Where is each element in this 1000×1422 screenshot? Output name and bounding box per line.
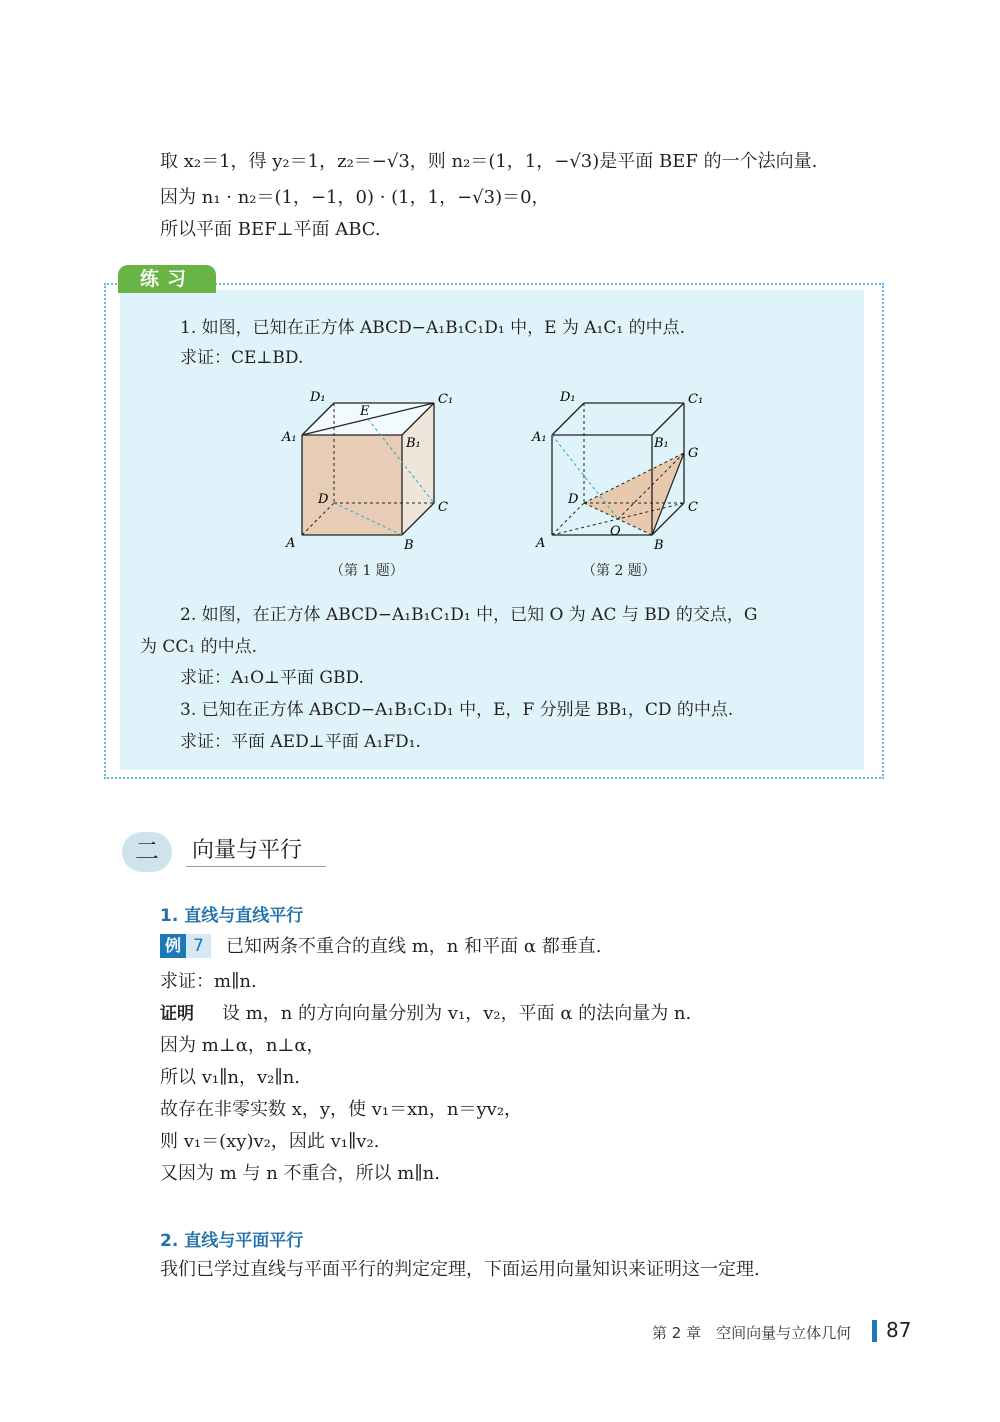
figure-2-caption: （第 2 题）	[582, 563, 656, 579]
label-B1: B₁	[654, 436, 669, 451]
exercise-q3-line2: 求证：平面 AED⊥平面 A₁FD₁.	[180, 732, 421, 752]
footer-divider	[872, 1320, 877, 1342]
label-A: A	[286, 536, 296, 551]
chapter-footer: 第 2 章 空间向量与立体几何	[652, 1324, 852, 1342]
exercise-q1-line1: 1. 如图，已知在正方体 ABCD−A₁B₁C₁D₁ 中，E 为 A₁C₁ 的中点.	[180, 318, 686, 338]
label-D: D	[318, 492, 329, 507]
section-title: 向量与平行	[192, 838, 303, 863]
page-number: 87	[886, 1318, 912, 1342]
text-line-3: 所以平面 BEF⊥平面 ABC.	[160, 219, 381, 240]
proof-line-3: 所以 v₁∥n，v₂∥n.	[160, 1067, 301, 1088]
figure-1-caption: （第 1 题）	[330, 563, 404, 579]
example-badge	[160, 934, 211, 958]
example-number: 7	[186, 934, 211, 958]
exercise-q1-line2: 求证：CE⊥BD.	[180, 348, 304, 368]
label-C1: C₁	[438, 392, 454, 407]
label-C1: C₁	[688, 392, 704, 407]
example-prove: 求证：m∥n.	[160, 971, 257, 992]
proof-line-4: 故存在非零实数 x，y，使 v₁＝xn，n＝yv₂，	[160, 1099, 523, 1120]
label-D1: D₁	[310, 390, 326, 405]
subsection-2-heading: 2. 直线与平面平行	[160, 1231, 304, 1251]
subsection-1-heading: 1. 直线与直线平行	[160, 906, 304, 926]
label-A1: A₁	[532, 430, 547, 445]
proof-label: 证明	[160, 1004, 194, 1024]
exercise-tab: 练习	[118, 265, 216, 293]
label-C: C	[438, 500, 448, 515]
example-label: 例	[160, 934, 186, 958]
label-D1: D₁	[560, 390, 576, 405]
exercise-q3-line1: 3. 已知在正方体 ABCD−A₁B₁C₁D₁ 中，E，F 分别是 BB₁，CD 的中点.	[180, 700, 734, 720]
cube-figure-2	[530, 385, 720, 555]
label-O: O	[610, 524, 621, 539]
label-E: E	[360, 404, 370, 419]
label-B1: B₁	[406, 436, 421, 451]
label-G: G	[688, 446, 699, 461]
proof-line-6: 又因为 m 与 n 不重合，所以 m∥n.	[160, 1163, 440, 1184]
example-statement: 已知两条不重合的直线 m，n 和平面 α 都垂直.	[226, 936, 602, 957]
text-line-1: 取 x₂＝1，得 y₂＝1，z₂＝−√3，则 n₂＝(1，1，−√3)是平面 BEF 的一个法向量.	[160, 151, 818, 172]
section-rule	[186, 866, 326, 867]
label-B: B	[404, 538, 414, 553]
exercise-q2-line2: 为 CC₁ 的中点.	[140, 637, 258, 657]
cube-figure-1	[280, 385, 460, 555]
proof-line-1: 设 m，n 的方向向量分别为 v₁，v₂，平面 α 的法向量为 n.	[222, 1003, 692, 1024]
exercise-q2-line1: 2. 如图，在正方体 ABCD−A₁B₁C₁D₁ 中，已知 O 为 AC 与 BD 的交点，G	[180, 605, 758, 625]
label-A: A	[536, 536, 546, 551]
text-line-2: 因为 n₁ · n₂＝(1，−1，0) · (1，1，−√3)＝0，	[160, 187, 550, 208]
label-B: B	[654, 538, 664, 553]
section-number: 二	[122, 832, 172, 872]
label-A1: A₁	[282, 430, 297, 445]
label-D: D	[568, 492, 579, 507]
label-C: C	[688, 500, 698, 515]
exercise-q2-line3: 求证：A₁O⊥平面 GBD.	[180, 668, 364, 688]
proof-line-5: 则 v₁＝(xy)v₂，因此 v₁∥v₂.	[160, 1131, 380, 1152]
proof-line-2: 因为 m⊥α，n⊥α，	[160, 1035, 325, 1056]
subsection-2-text: 我们已学过直线与平面平行的判定定理，下面运用向量知识来证明这一定理.	[160, 1259, 760, 1280]
